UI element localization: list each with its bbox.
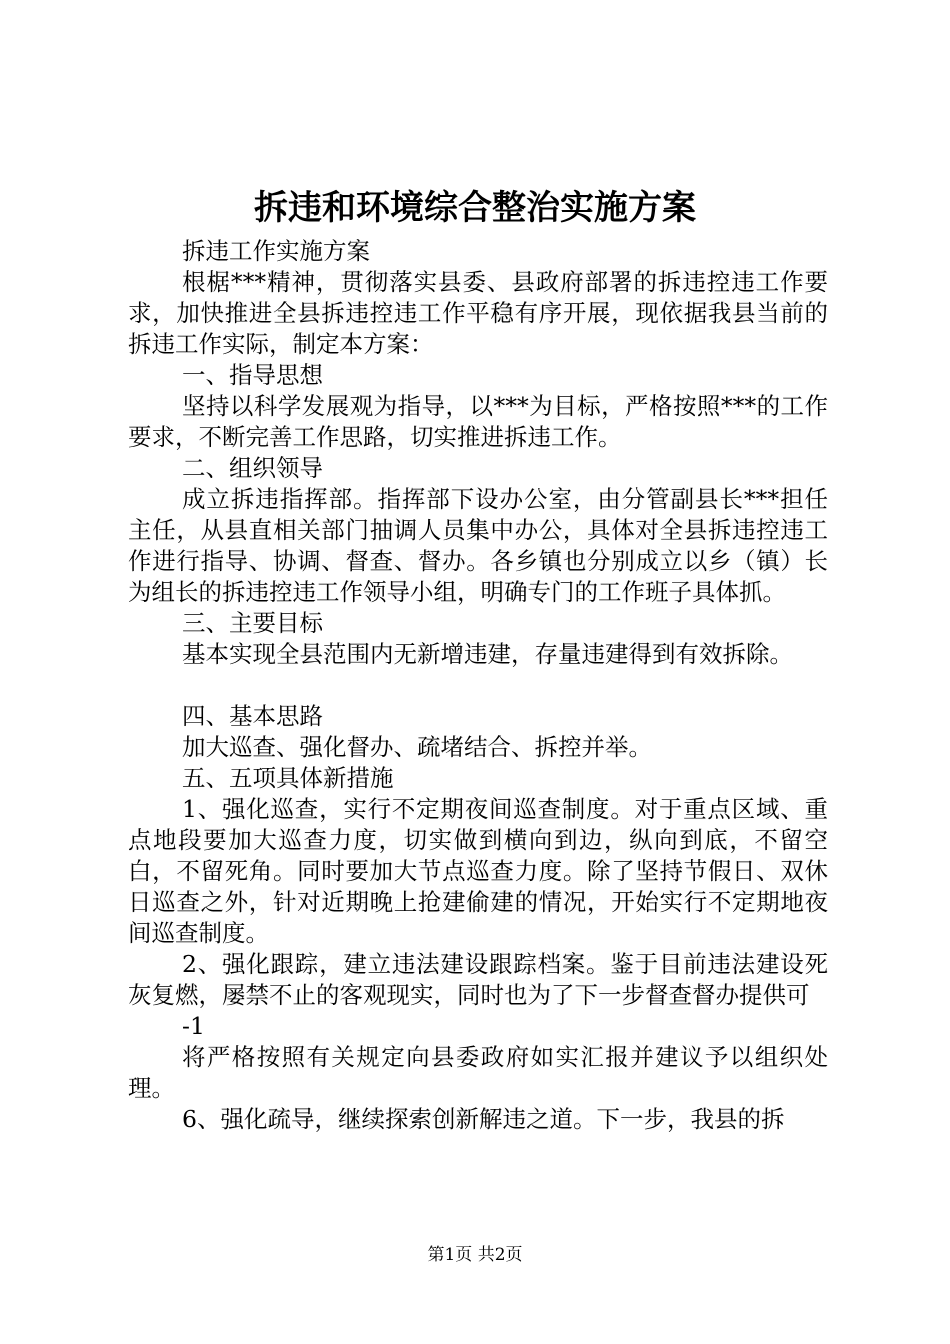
- paragraph-measure-6: 6、强化疏导，继续探索创新解违之道。下一步，我县的拆: [182, 1105, 785, 1133]
- paragraph-main-goals: 基本实现全县范围内无新增违建，存量违建得到有效拆除。: [182, 640, 793, 668]
- document-title: 拆违和环境综合整治实施方案: [254, 188, 696, 228]
- paragraph-guiding-ideology: 坚持以科学发展观为指导，以***为目标，严格按照***的工作要求，不断完善工作思路，切实推进拆违工作。: [128, 392, 828, 451]
- heading-guiding-ideology: 一、指导思想: [182, 361, 323, 389]
- paragraph-subtitle: 拆违工作实施方案: [182, 237, 370, 265]
- paragraph-measure-1: 1、强化巡查，实行不定期夜间巡查制度。对于重点区域、重点地段要加大巡查力度，切实做到横向到边，纵向到底，不留空白，不留死角。同时要加大节点巡查力度。除了坚持节假日、双休日巡查之外，针对近期晚上抢建偷建的情况，开始实行不定期地夜间巡查制度。: [128, 795, 828, 947]
- heading-basic-approach: 四、基本思路: [182, 702, 323, 730]
- heading-main-goals: 三、主要目标: [182, 609, 323, 637]
- paragraph-intro: 根椐***精神，贯彻落实县委、县政府部署的拆违控违工作要求，加快推进全县拆违控违工作平稳有序开展，现依据我县当前的拆违工作实际，制定本方案：: [128, 268, 828, 358]
- page-number-inline: -1: [182, 1012, 205, 1040]
- paragraph-organization: 成立拆违指挥部。指挥部下设办公室，由分管副县长***担任主任，从县直相关部门抽调人员集中办公，具体对全县拆违控违工作进行指导、协调、督查、督办。各乡镇也分别成立以乡（镇）长为组长的拆违控违工作领导小组，明确专门的工作班子具体抓。: [128, 485, 828, 606]
- page-footer: 第1页 共2页: [427, 1245, 523, 1265]
- document-body: [128, 236, 828, 1135]
- paragraph-measure-2: 2、强化跟踪，建立违法建设跟踪档案。鉴于目前违法建设死灰复燃，屡禁不止的客观现实，同时也为了下一步督查督办提供可: [128, 950, 828, 1009]
- paragraph-report-handling: 将严格按照有关规定向县委政府如实汇报并建议予以组织处理。: [128, 1043, 828, 1102]
- heading-organization: 二、组织领导: [182, 454, 323, 482]
- heading-five-measures: 五、五项具体新措施: [182, 764, 394, 792]
- paragraph-basic-approach: 加大巡查、强化督办、疏堵结合、拆控并举。: [182, 733, 652, 761]
